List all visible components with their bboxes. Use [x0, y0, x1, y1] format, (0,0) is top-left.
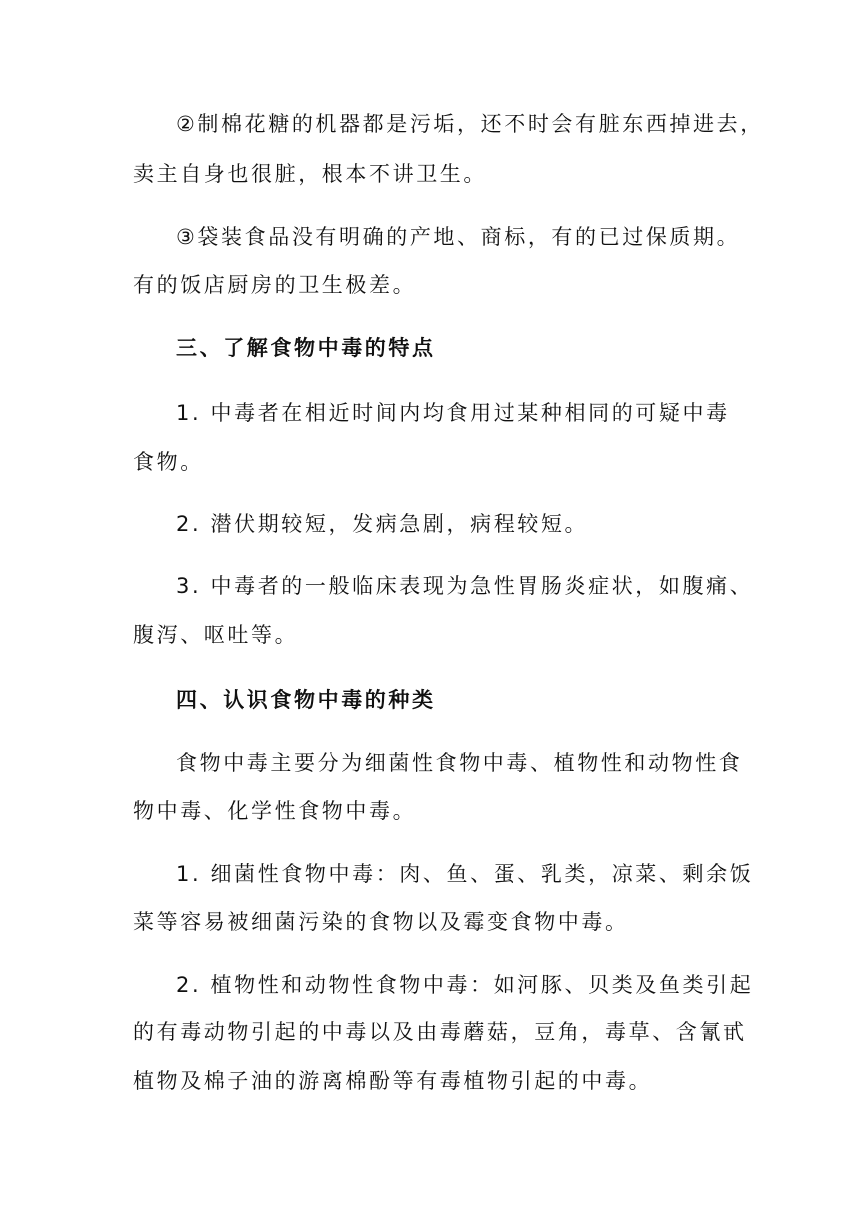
section-3-heading: 三、了解食物中毒的特点 — [176, 336, 436, 360]
section-3-item-3-line-2: 腹泻、呕吐等。 — [133, 623, 299, 647]
section-3-item-2-line-1: 2. 潜伏期较短，发病急剧，病程较短。 — [176, 512, 589, 536]
section-4-item-2-line-2: 的有毒动物引起的中毒以及由毒蘑菇，豆角，毒草、含氰甙 — [133, 1020, 747, 1044]
section-3-item-1-line-1: 1. 中毒者在相近时间内均食用过某种相同的可疑中毒 — [176, 401, 730, 425]
section-4-item-1-line-2: 菜等容易被细菌污染的食物以及霉变食物中毒。 — [133, 910, 629, 934]
section-3-item-3-line-1: 3. 中毒者的一般临床表现为急性胃肠炎症状，如腹痛、 — [176, 574, 754, 598]
paragraph-cotton-candy-line-2: 卖主自身也很脏，根本不讲卫生。 — [133, 162, 487, 186]
paragraph-cotton-candy-line-1: ②制棉花糖的机器都是污垢，还不时会有脏东西掉进去， — [176, 112, 764, 136]
section-4-item-2-line-3: 植物及棉子油的游离棉酚等有毒植物引起的中毒。 — [133, 1069, 653, 1093]
section-4-intro-line-2: 物中毒、化学性食物中毒。 — [133, 799, 417, 823]
paragraph-packaged-food-line-2: 有的饭店厨房的卫生极差。 — [133, 273, 417, 297]
section-4-item-2-line-1: 2. 植物性和动物性食物中毒：如河豚、贝类及鱼类引起 — [176, 973, 754, 997]
section-4-item-1-line-1: 1. 细菌性食物中毒：肉、鱼、蛋、乳类，凉菜、剩余饭 — [176, 862, 754, 886]
section-4-intro-line-1: 食物中毒主要分为细菌性食物中毒、植物性和动物性食 — [176, 751, 743, 775]
section-3-item-1-line-2: 食物。 — [133, 450, 204, 474]
section-4-heading: 四、认识食物中毒的种类 — [176, 688, 436, 712]
paragraph-packaged-food-line-1: ③袋装食品没有明确的产地、商标，有的已过保质期。 — [176, 225, 741, 249]
